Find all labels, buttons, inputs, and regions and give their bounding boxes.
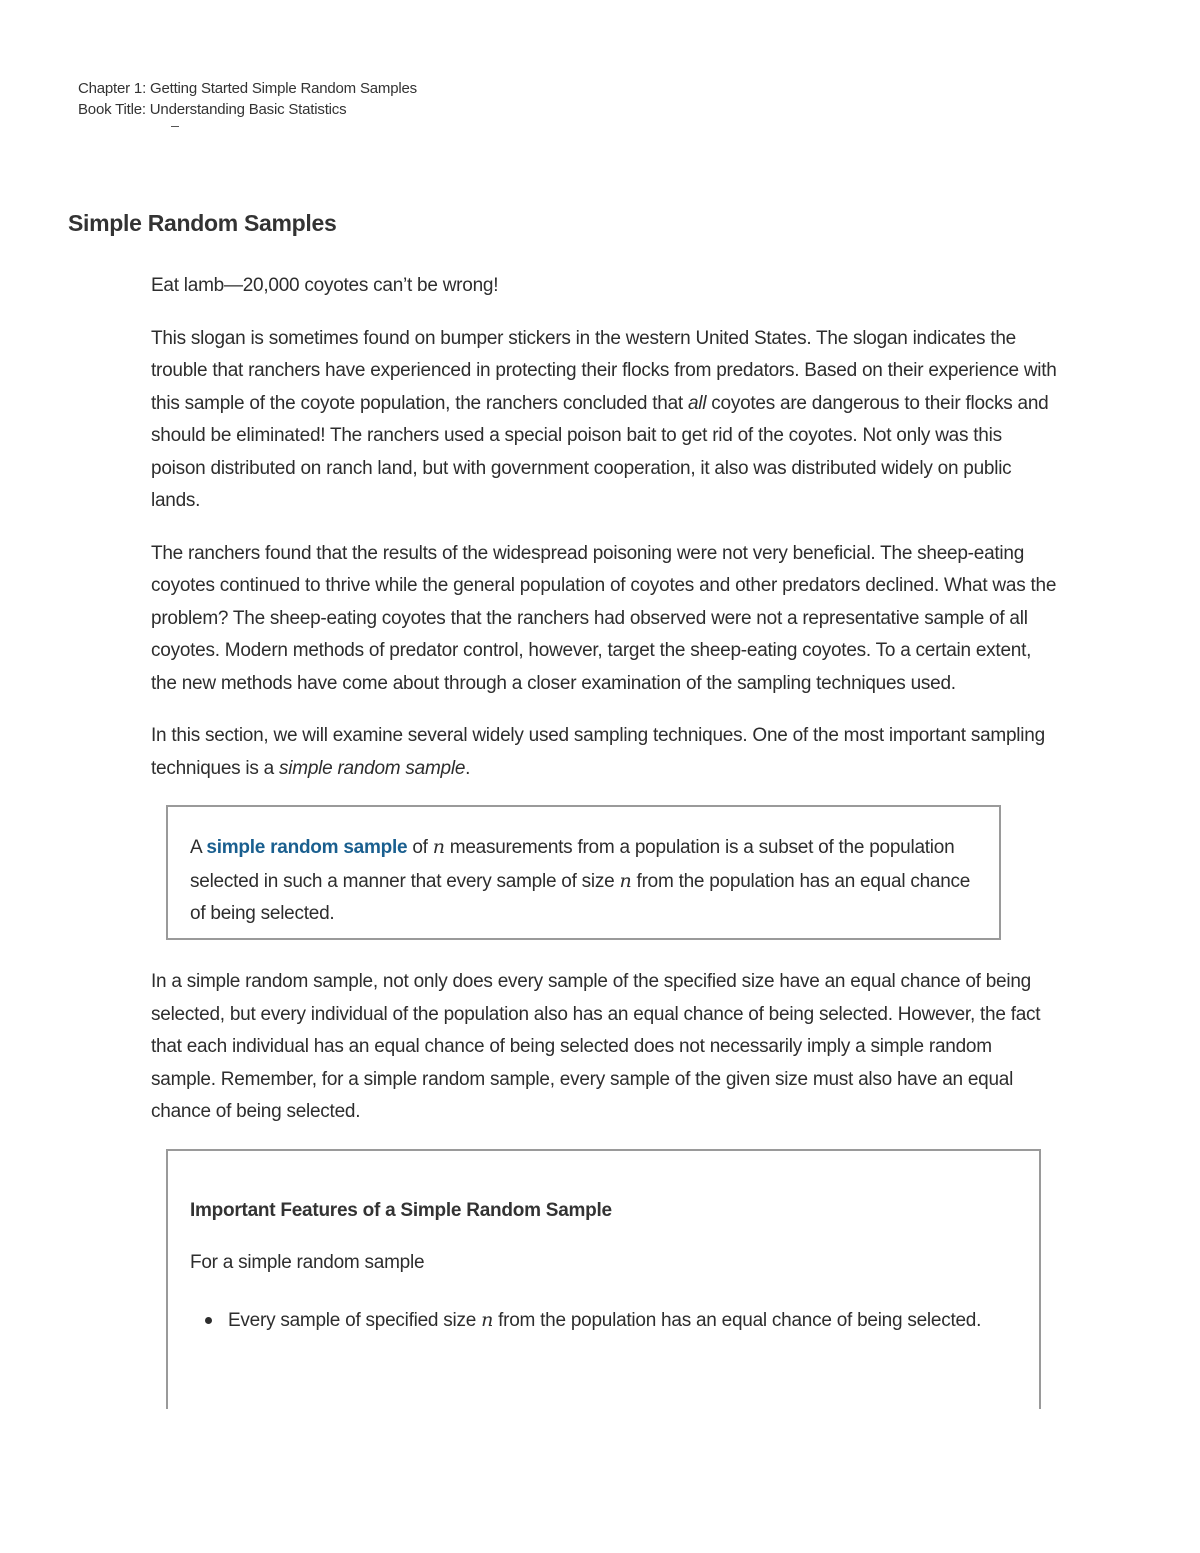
paragraph1-emphasis: all — [687, 392, 707, 414]
paragraph-equal-chance: In a simple random sample, not only does every sample of the specified size have an equal chance of being selected, but every individual of the population also has an equal chance of being selected. However, the fact that each individual has an equal chance of being selected does not necessarily imply a simple random sample. Remember, for a simple random sample, every sample of the given size must also have an equal chance of being selected. — [151, 971, 1041, 1122]
main-content — [151, 270, 1061, 1409]
section-title: Simple Random Samples — [68, 210, 337, 236]
page-header — [78, 78, 417, 120]
bullet1-variable-n: n — [481, 1308, 494, 1331]
definition-variable-n-2: n — [619, 869, 632, 892]
paragraph1-text-b: coyotes are dangerous to their flocks and should be eliminated! The ranchers used a special poison bait to get rid of the coyotes. Not only was this poison distributed on ranch land, but with government cooperation, it also was distributed widely on public lands. — [151, 392, 1049, 511]
bullet1-text-b: from the population has an equal chance of being selected. — [493, 1309, 982, 1331]
features-box — [166, 1149, 1041, 1409]
bullet-icon — [205, 1317, 212, 1324]
features-intro: For a simple random sample — [190, 1252, 425, 1273]
paragraph3-text-a: In this section, we will examine several widely used sampling techniques. One of the most important sampling techniques is a — [151, 725, 1045, 779]
paragraph3-text-b: . — [465, 757, 471, 779]
definition-prefix: A — [190, 837, 207, 858]
bullet1-text-a: Every sample of specified size — [228, 1309, 482, 1331]
paragraph-bumper-stickers — [151, 323, 1061, 518]
definition-term-link[interactable]: simple random sample — [206, 837, 408, 858]
book-title-line: Book Title: Understanding Basic Statistics — [78, 101, 347, 118]
definition-text — [190, 831, 979, 931]
definition-part3: from the population has an equal chance of being selected. — [190, 870, 971, 924]
chapter-line: Chapter 1: Getting Started Simple Random Samples — [78, 80, 417, 97]
features-list — [190, 1304, 1019, 1338]
paragraph-sampling-techniques — [151, 720, 1061, 785]
paragraph1-text-a: This slogan is sometimes found on bumper stickers in the western United States. The slogan indicates the trouble that ranchers have experienced in protecting their flocks from predators. Based on their experience with this sample of the coyote population, the ranchers concluded that — [151, 327, 1057, 414]
definition-variable-n: n — [432, 836, 445, 858]
header-divider-mark — [171, 126, 179, 127]
definition-part2: measurements from a population is a subset of the population selected in such a manner that every sample of size — [190, 837, 955, 892]
definition-part1: of — [407, 837, 433, 858]
features-title: Important Features of a Simple Random Sample — [190, 1199, 612, 1221]
paragraph3-emphasis: simple random sample — [279, 757, 466, 779]
paragraph-poisoning-results: The ranchers found that the results of the widespread poisoning were not very beneficial. The sheep-eating coyotes continued to thrive while the general population of coyotes and other predators declined. What was the problem? The sheep-eating coyotes that the ranchers had observed were not a representative sample of all coyotes. Modern methods of predator control, however, target the sheep-eating coyotes. To a certain extent, the new methods have come about through a closer examination of the sampling techniques used. — [151, 542, 1057, 694]
slogan: Eat lamb—20,000 coyotes can’t be wrong! — [151, 275, 499, 296]
definition-box — [166, 805, 1001, 940]
list-item — [190, 1304, 988, 1338]
